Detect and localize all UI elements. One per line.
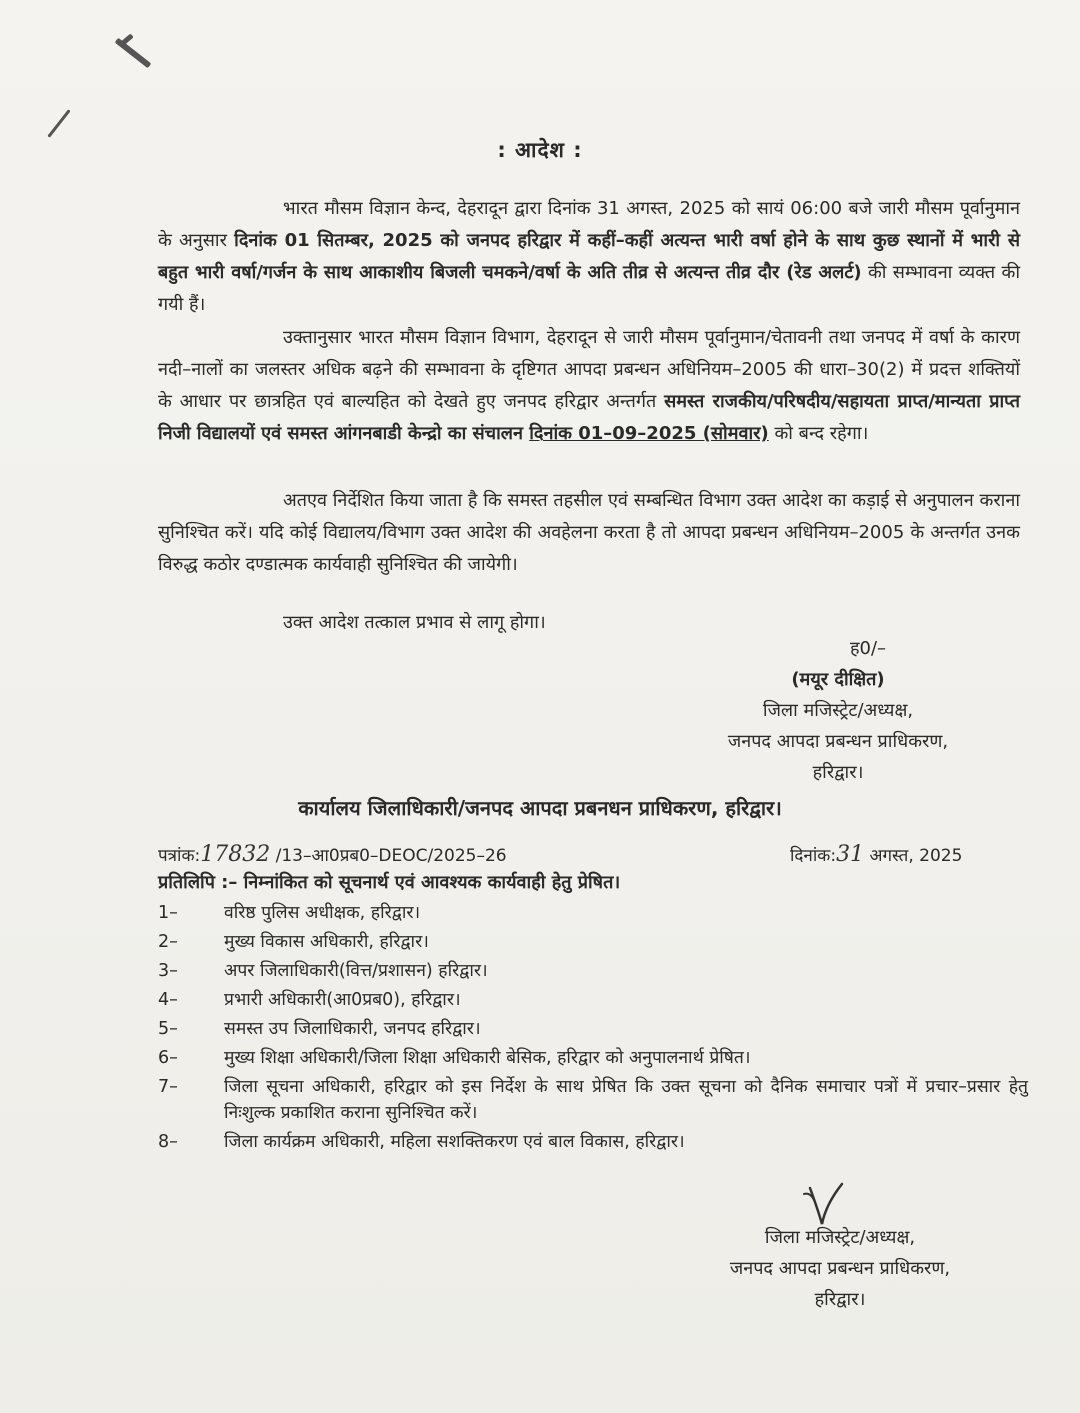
pen-stroke [47, 109, 70, 138]
list-item [158, 987, 1028, 1013]
para-text: की सम्भावना व्यक्त की गयी हैं। [158, 262, 1020, 315]
list-text: अपर जिलाधिकारी(वित्त/प्रशासन) हरिद्वार। [224, 961, 488, 981]
list-number: 6– [158, 1048, 178, 1068]
closure-date: दिनांक 01–09–2025 (सोमवार) [529, 423, 769, 444]
signature-block-2 [690, 1222, 990, 1315]
para-text: भारत मौसम विज्ञान केन्द, देहरादून द्वारा दिनांक 31 अगस्त, 2025 को सायं 06:00 बजे जारी मौसम पूर्वानुमान के अनुसार [158, 198, 1020, 251]
list-text: वरिष्ठ पुलिस अधीक्षक, हरिद्वार। [224, 903, 421, 923]
office-title: कार्यालय जिलाधिकारी/जनपद आपदा प्रबनधन प्राधिकरण, हरिद्वार। [298, 796, 782, 820]
list-text: प्रभारी अधिकारी(आ0प्रब0), हरिद्वार। [224, 990, 461, 1010]
list-text: मुख्य शिक्षा अधिकारी/जिला शिक्षा अधिकारी बेसिक, हरिद्वार को अनुपालनार्थ प्रेषित। [224, 1048, 751, 1068]
recipient-list [158, 900, 1028, 1158]
list-text: जिला कार्यक्रम अधिकारी, महिला सशक्तिकरण एवं बाल विकास, हरिद्वार। [224, 1132, 685, 1152]
order-paragraph-2 [158, 322, 1020, 450]
signature-block-1 [688, 633, 988, 788]
signatory-authority: जनपद आपदा प्रबन्धन प्राधिकरण, [727, 731, 949, 752]
para-bold-text: दिनांक 01 सितम्बर, 2025 को जनपद हरिद्वार में कहीं–कहीं अत्यन्त भारी वर्षा होने के साथ कुछ स्थानों में भारी से बहुत भारी वर्षा/गर्जन के साथ आकाशीय बिजली चमकने/वर्षा के अति तीव्र से अत्यन्त तीव्र दौर (रेड अलर्ट) [158, 230, 1021, 283]
list-item [158, 1074, 1028, 1126]
order-paragraph-1 [158, 193, 1020, 321]
list-item [158, 900, 1028, 926]
list-item [158, 958, 1028, 984]
list-item [158, 1045, 1028, 1071]
para-bold-text: समस्त राजकीय/परिषदीय/सहायता प्राप्त/मान्यता प्राप्त निजी विद्यालयों एवं समस्त आंगनबाडी केन्द्रो का संचालन [158, 391, 1020, 444]
letter-date [790, 842, 962, 867]
list-number: 8– [158, 1132, 178, 1152]
list-item [158, 1129, 1028, 1155]
letter-number-label: पत्रांक: [158, 846, 201, 866]
list-number: 3– [158, 961, 178, 981]
list-item [158, 1016, 1028, 1042]
list-number: 1– [158, 903, 178, 923]
list-number: 7– [158, 1077, 178, 1097]
date-label: दिनांक: [790, 846, 837, 866]
signatory-designation: जिला मजिस्ट्रेट/अध्यक्ष, [762, 700, 914, 721]
signatory-authority: जनपद आपदा प्रबन्धन प्राधिकरण, [729, 1258, 951, 1279]
list-text: मुख्य विकास अधिकारी, हरिद्वार। [224, 932, 429, 952]
para-text: को बन्द रहेगा। [768, 423, 869, 444]
list-number: 4– [158, 990, 178, 1010]
signed-mark: ह0/– [849, 638, 887, 659]
handwritten-date: 31 [836, 842, 865, 867]
signatory-designation: जिला मजिस्ट्रेट/अध्यक्ष, [764, 1227, 916, 1248]
list-text: जिला सूचना अधिकारी, हरिद्वार को इस निर्देश के साथ प्रेषित कि उक्त सूचना को दैनिक समाचार पत्रों में प्रचार–प्रसार हेतु निःशुल्क प्रकाशित कराना सुनिश्चित करें। [224, 1077, 1028, 1123]
para-text: उक्तानुसार भारत मौसम विज्ञान विभाग, देहरादून से जारी मौसम पूर्वानुमान/चेतावनी तथा जनपद में वर्षा के कारण नदी–नालों का जलस्तर अधिक बढ़ने की सम्भावना के दृष्टिगत आपदा प्रबन्धन अधिनियम–2005 की धारा–30(2) में प्रदत्त शक्तियों के आधार पर छात्रहित एवं बाल्यहित को देखते हुए जनपद हरिद्वार अन्तर्गत [158, 327, 1020, 412]
signatory-name: (मयूर दीक्षित) [791, 669, 885, 690]
letter-number [158, 842, 507, 867]
letter-number-suffix: /13–आ0प्रब0–DEOC/2025–26 [275, 846, 507, 866]
order-paragraph-3: अतएव निर्देशित किया जाता है कि समस्त तहसील एवं सम्बन्धित विभाग उक्त आदेश का कड़ाई से अनुपालन कराना सुनिश्चित करें। यदि कोई विद्यालय/विभाग उक्त आदेश की अवहेलना करता है तो आपदा प्रबन्धन अधिनियम–2005 के अन्तर्गत उनक विरुद्ध कठोर दण्डात्मक कार्यवाही सुनिश्चित की जायेगी। [158, 490, 1020, 575]
list-number: 2– [158, 932, 178, 952]
order-heading: : आदेश : [497, 138, 583, 162]
copy-heading: प्रतिलिपि :– निम्नांकित को सूचनार्थ एवं आवश्यक कार्यवाही हेतु प्रेषित। [158, 872, 621, 893]
list-text: समस्त उप जिलाधिकारी, जनपद हरिद्वार। [224, 1019, 481, 1039]
date-suffix: अगस्त, 2025 [869, 846, 963, 866]
handwritten-number: 17832 [200, 842, 271, 867]
signatory-place: हरिद्वार। [812, 762, 864, 783]
list-item [158, 929, 1028, 955]
list-number: 5– [158, 1019, 178, 1039]
order-paragraph-4: उक्त आदेश तत्काल प्रभाव से लागू होगा। [283, 612, 546, 633]
signatory-place: हरिद्वार। [814, 1289, 866, 1310]
